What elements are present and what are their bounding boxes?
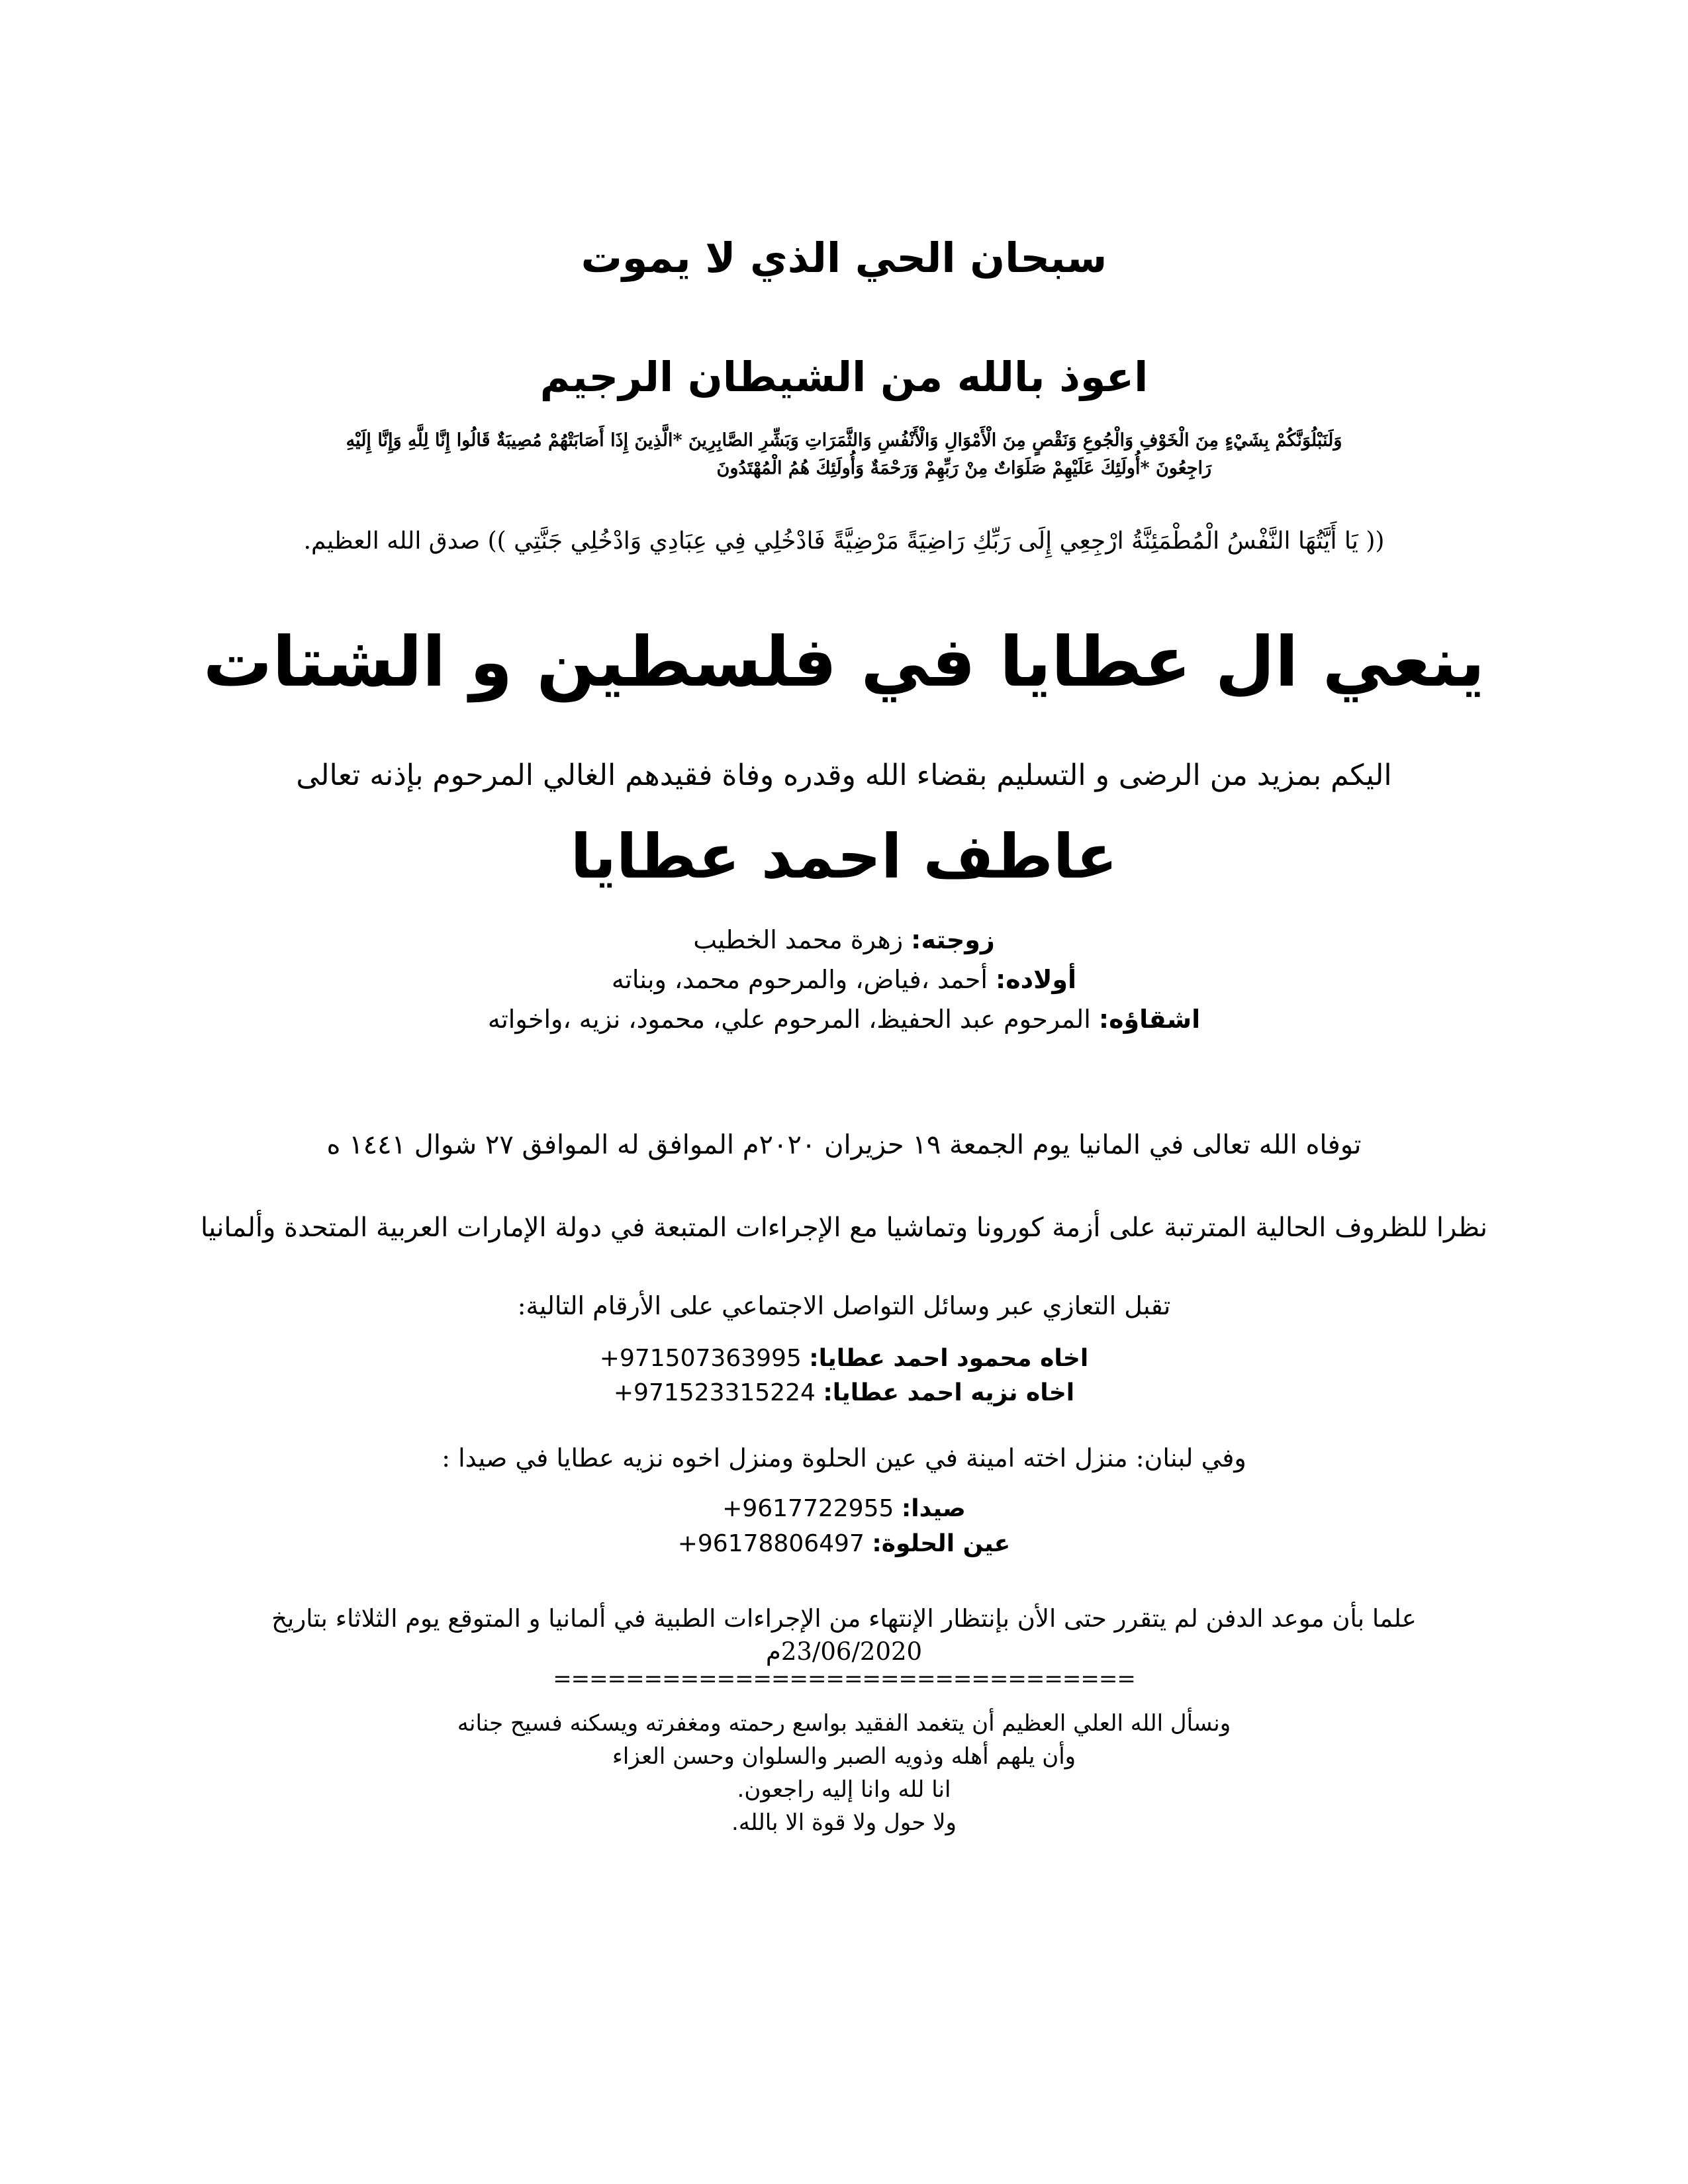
- quran-verse-line-2: رَاجِعُونَ *أُولَئِكَ عَلَيْهِمْ صَلَوَاتٌ مِنْ رَبِّهِمْ وَرَحْمَةٌ وَأُولَئِكَ هُمُ الْمُهْتَدُونَ: [716, 458, 1211, 478]
- wife-value: زهرة محمد الخطيب: [693, 925, 912, 954]
- glorification-heading: سبحان الحي الذي لا يموت: [581, 234, 1107, 282]
- lebanon-contact-saida: [0, 1492, 1688, 1525]
- family-children: [0, 963, 1688, 996]
- closing-prayer-line-1: ونسأل الله العلي العظيم أن يتغمد الفقيد بواسع رحمته ومغفرته ويسكنه فسيح جنانه: [457, 1710, 1231, 1737]
- children-value: أحمد ،فياض، والمرحوم محمد، وبناته: [611, 965, 996, 994]
- phone-number[interactable]: 971507363995+: [599, 1345, 802, 1372]
- lebanon-contact-ain-helweh: [0, 1527, 1688, 1561]
- siblings-label: اشقاؤه:: [1098, 1005, 1201, 1034]
- closing-prayer-line-2: وأن يلهم أهله وذويه الصبر والسلوان وحسن العزاء: [612, 1743, 1076, 1770]
- family-wife: [0, 923, 1688, 956]
- condolence-contact-2: [0, 1377, 1688, 1410]
- phone-number[interactable]: 96178806497+: [677, 1530, 865, 1557]
- contact-label: صيدا:: [901, 1495, 966, 1522]
- lebanon-intro: وفي لبنان: منزل اخته امينة في عين الحلوة ومنزل اخوه نزيه عطايا في صيدا :: [442, 1443, 1246, 1473]
- wife-label: زوجته:: [911, 925, 995, 954]
- circumstances-note: نظرا للظروف الحالية المترتبة على أزمة كورونا وتماشيا مع الإجراءات المتبعة في دولة الإمارات العربية المتحدة وألمانيا: [200, 1212, 1488, 1243]
- family-siblings: [0, 1003, 1688, 1036]
- condolence-contact-1: [0, 1342, 1688, 1375]
- phone-number[interactable]: 971523315224+: [613, 1379, 816, 1406]
- contact-label: اخاه نزيه احمد عطايا:: [823, 1379, 1075, 1406]
- siblings-value: المرحوم عبد الحفيظ، المرحوم علي، محمود، نزيه ،واخواته: [487, 1005, 1099, 1034]
- announcement-intro: اليكم بمزيد من الرضى و التسليم بقضاء الله وقدره وفاة فقيدهم الغالي المرحوم بإذنه تعالى: [296, 758, 1392, 792]
- death-info: توفاه الله تعالى في المانيا يوم الجمعة ١٩ حزيران ٢٠٢٠م الموافق له الموافق ٢٧ شوال ١٤٤١ ه: [326, 1130, 1362, 1160]
- phone-number[interactable]: 9617722955+: [722, 1495, 894, 1522]
- quran-verse-line-1: وَلَنَبْلُوَنَّكُمْ بِشَيْءٍ مِنَ الْخَوْفِ وَالْجُوعِ وَنَقْصٍ مِنَ الْأَمْوَالِ وَالْأَنْفُسِ وَالثَّمَرَاتِ وَبَشِّرِ الصَّابِرِينَ *الَّذِينَ إِذَا أَصَابَتْهُمْ مُصِيبَةٌ قَالُوا إِنَّا لِلَّهِ وَإِنَّا إِلَيْهِ: [346, 430, 1342, 451]
- condolences-intro: تقبل التعازي عبر وسائل التواصل الاجتماعي على الأرقام التالية:: [517, 1291, 1171, 1320]
- separator-line: ================================: [553, 1666, 1135, 1692]
- children-label: أولاده:: [996, 965, 1077, 994]
- announcement-headline: ينعي ال عطايا في فلسطين و الشتات: [203, 621, 1485, 702]
- quran-verse-nafs: (( يَا أَيَّتُهَا النَّفْسُ الْمُطْمَئِنَّةُ ارْجِعِي إِلَى رَبِّكِ رَاضِيَةً مَرْضِيَّةً فَادْخُلِي فِي عِبَادِي وَادْخُلِي جَنَّتِي )) صدق الله العظيم.: [303, 527, 1385, 555]
- burial-note-date: 23/06/2020م: [765, 1637, 923, 1666]
- closing-prayer-line-3: انا لله وانا إليه راجعون.: [737, 1776, 951, 1803]
- deceased-name: عاطف احمد عطايا: [570, 821, 1118, 892]
- burial-note-line-1: علما بأن موعد الدفن لم يتقرر حتى الأن بإنتظار الإنتهاء من الإجراءات الطبية في ألمانيا و المتوقع يوم الثلاثاء بتاريخ: [271, 1604, 1417, 1633]
- closing-prayer-line-4: ولا حول ولا قوة الا بالله.: [731, 1809, 957, 1836]
- contact-label: عين الحلوة:: [872, 1530, 1011, 1557]
- isti-adha-heading: اعوذ بالله من الشيطان الرجيم: [539, 353, 1149, 401]
- contact-label: اخاه محمود احمد عطايا:: [809, 1345, 1089, 1372]
